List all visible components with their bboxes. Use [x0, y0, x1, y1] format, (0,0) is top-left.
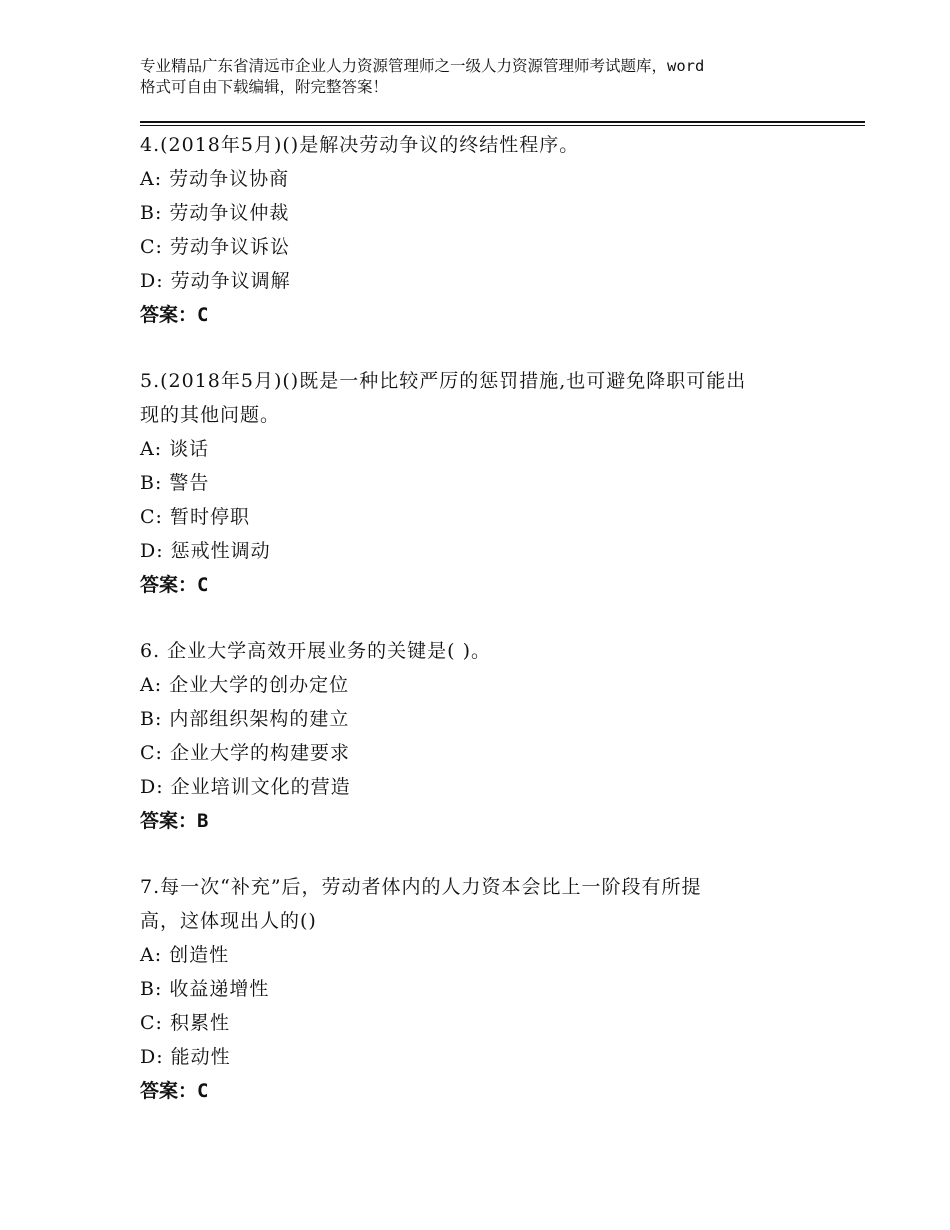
option-c: C: 积累性	[140, 1012, 230, 1034]
option-c: C: 暂时停职	[140, 506, 250, 528]
option-a: A: 创造性	[140, 944, 230, 966]
question-list	[140, 128, 820, 1140]
question-stem-continued: 高，这体现出人的()	[140, 910, 317, 932]
question-stem: 4.(2018年5月)()是解决劳动争议的终结性程序。	[140, 134, 580, 156]
question-item	[140, 364, 820, 602]
header-line-2: 格式可自由下载编辑，附完整答案！	[140, 78, 389, 96]
option-d: D: 劳动争议调解	[140, 270, 291, 292]
option-a: A: 劳动争议协商	[140, 168, 290, 190]
question-stem: 7.每一次“补充”后，劳动者体内的人力资本会比上一阶段有所提	[140, 876, 702, 898]
question-item	[140, 870, 820, 1108]
option-c: C: 劳动争议诉讼	[140, 236, 290, 258]
question-item	[140, 128, 820, 332]
option-b: B: 收益递增性	[140, 978, 270, 1000]
question-stem: 5.(2018年5月)()既是一种比较严厉的惩罚措施,也可避免降职可能出	[140, 370, 747, 392]
header-rule-thick	[140, 121, 865, 123]
option-b: B: 劳动争议仲裁	[140, 202, 290, 224]
option-b: B: 内部组织架构的建立	[140, 708, 350, 730]
answer-label: 答案：C	[140, 304, 209, 326]
option-c: C: 企业大学的构建要求	[140, 742, 350, 764]
question-stem: 6. 企业大学高效开展业务的关键是( )。	[140, 640, 492, 662]
header-line-1: 专业精品广东省清远市企业人力资源管理师之一级人力资源管理师考试题库，word	[140, 57, 705, 75]
answer-label: 答案：B	[140, 810, 209, 832]
option-b: B: 警告	[140, 472, 210, 494]
header-rule-thin	[140, 125, 865, 126]
option-d: D: 能动性	[140, 1046, 231, 1068]
option-a: A: 谈话	[140, 438, 210, 460]
option-d: D: 惩戒性调动	[140, 540, 271, 562]
document-header	[140, 56, 840, 98]
question-stem-continued: 现的其他问题。	[140, 404, 281, 426]
question-item	[140, 634, 820, 838]
option-d: D: 企业培训文化的营造	[140, 776, 351, 798]
answer-label: 答案：C	[140, 574, 209, 596]
option-a: A: 企业大学的创办定位	[140, 674, 350, 696]
answer-label: 答案：C	[140, 1080, 209, 1102]
